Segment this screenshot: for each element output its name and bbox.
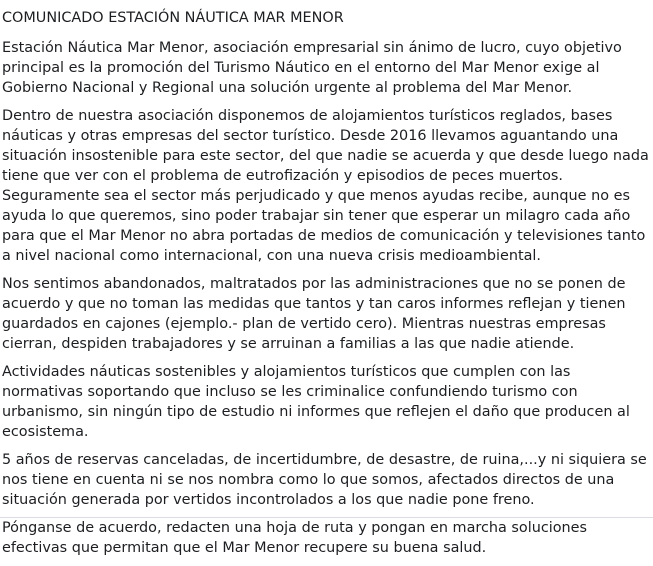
post-title: COMUNICADO ESTACIÓN NÁUTICA MAR MENOR (2, 10, 344, 26)
post-paragraph: Actividades náuticas sostenibles y alojamientos turísticos que cumplen con las normativas soportando que incluso se les criminalice confundiendo turismo con urbanismo, sin ningún tipo de estudio ni informes que reflejen el daño que producen al ecosistema. (2, 364, 630, 440)
post-divider (0, 517, 653, 518)
post-paragraph: Nos sentimos abandonados, maltratados por las administraciones que no se ponen de acuerdo y que no toman las medidas que tantos y tan caros informes reflejan y tienen guardados en cajones (ejemplo.- plan de vertido cero). Mientras nuestras empresas cierran, despiden trabajadores y se arruinan a familias a las que nadie atiende. (2, 276, 626, 352)
post-paragraph: Dentro de nuestra asociación disponemos de alojamientos turísticos reglados, bases náuticas y otras empresas del sector turístico. Desde 2016 llevamos aguantando una situación insostenible para este sector, del que nadie se acuerda y que desde luego nada tiene que ver con el problema de eutrofización y episodios de peces muertos. Seguramente sea el sector más perjudicado y que menos ayudas recibe, aunque no es ayuda lo que queremos, sino poder trabajar sin tener que esperar un milagro cada año para que el Mar Menor no abra portadas de medios de comunicación y televisiones tanto a nivel nacional como internacional, con una nueva crisis medioambiental. (2, 108, 649, 264)
post-paragraph: Pónganse de acuerdo, redacten una hoja de ruta y pongan en marcha soluciones efectivas que permitan que el Mar Menor recupere su buena salud. (2, 520, 588, 556)
post-body (2, 0, 653, 566)
post-paragraph: 5 años de reservas canceladas, de incertidumbre, de desastre, de ruina,...y ni siquiera se nos tiene en cuenta ni se nos nombra como lo que somos, afectados directos de una situación generada por vertidos incontrolados a los que nadie pone freno. (2, 452, 647, 508)
post-paragraph: Estación Náutica Mar Menor, asociación empresarial sin ánimo de lucro, cuyo objetivo principal es la promoción del Turismo Náutico en el entorno del Mar Menor exige al Gobierno Nacional y Regional una solución urgente al problema del Mar Menor. (2, 40, 622, 96)
